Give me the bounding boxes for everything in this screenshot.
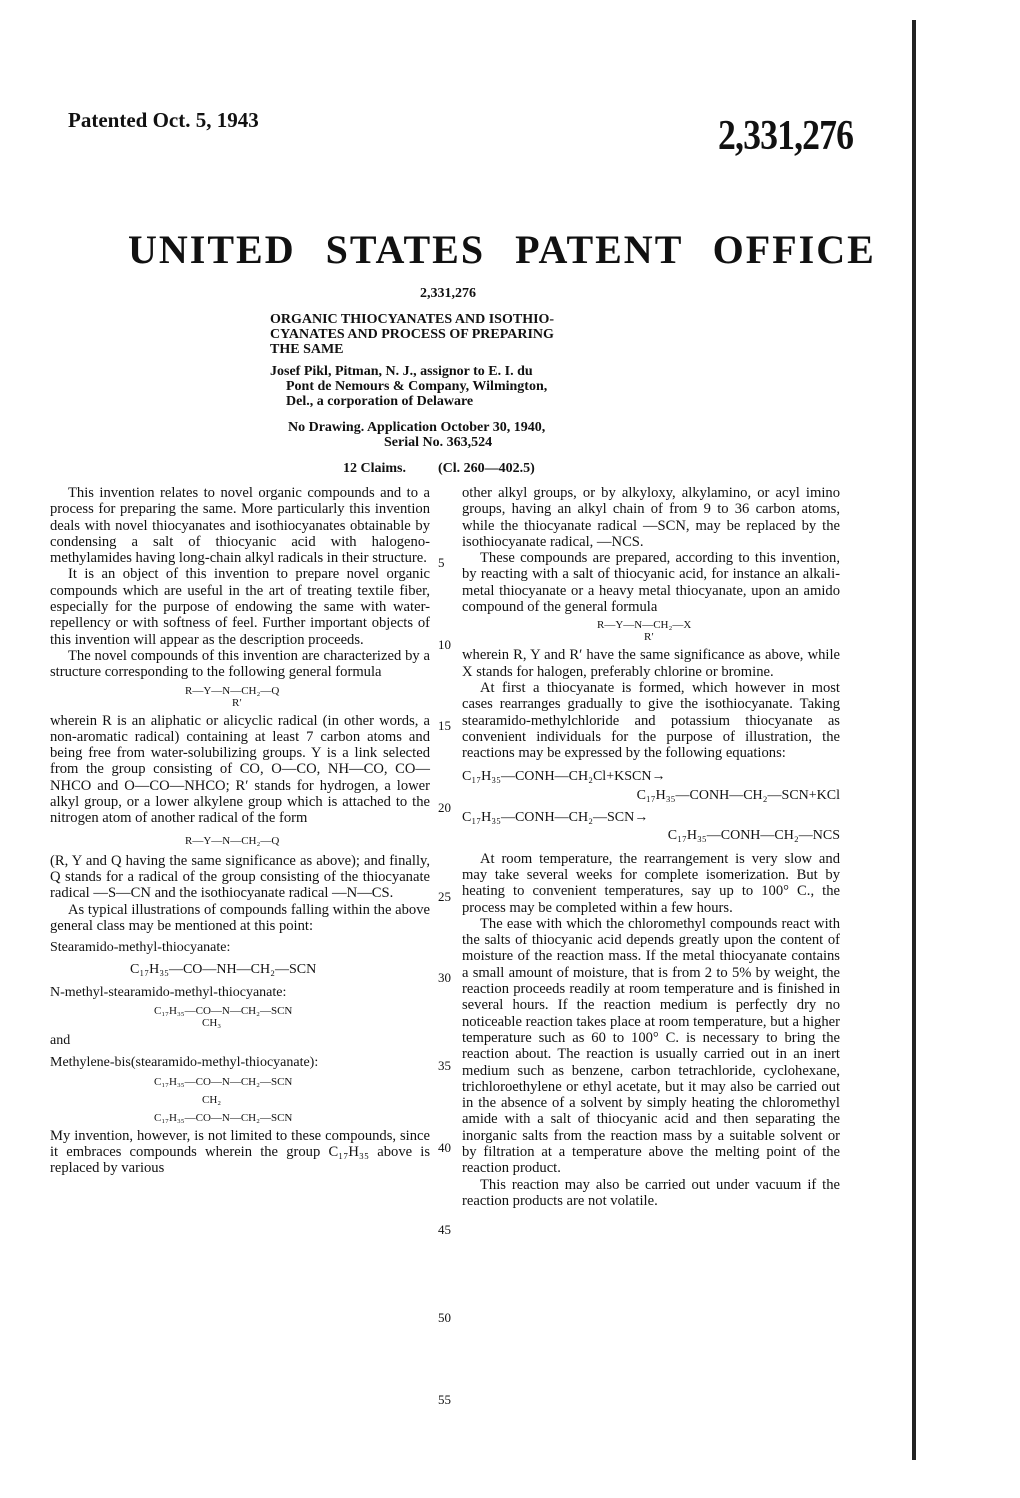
amido-formula-line: R—Y—N—CH₂—X [597,619,692,632]
equation-1-line-2: C₁₇H₃₅—CONH—CH₂—SCN+KCl [636,787,840,803]
line-number: 45 [438,1222,451,1237]
application-line-1: No Drawing. Application October 30, 1940, [288,420,546,435]
general-formula-line: R—Y—N—CH₂—Q [185,684,280,697]
line-number: 5 [438,555,445,570]
compound-3-formula-line-1: C₁₇H₃₅—CO—N—CH₂—SCN [154,1075,293,1088]
right-paragraph-1: other alkyl groups, or by alkyloxy, alkylamino, or acyl imino groups, having an alkyl chain of from 9 to 36 carbon atoms, while the thiocyanate radical —SCN, may be replaced by the isothiocyanate radical, —NCS. [462,485,840,550]
right-paragraph-5: At room temperature, the rearrangement is very slow and may take several weeks for complete isomerization. But by heating to convenient temperatures, say up to 100° C., the process may be completed within a few hours. [462,850,840,916]
patent-number: 2,331,276 [718,113,854,159]
equation-2-line-1: C₁₇H₃₅—CONH—CH₂—SCN→ [462,810,649,826]
line-number: 50 [438,1310,451,1325]
amido-formula [462,619,840,643]
compound-2-formula-line: C₁₇H₃₅—CO—N—CH₂—SCN [154,1005,293,1018]
line-number: 40 [438,1140,451,1155]
line-number: 10 [438,637,451,652]
title-block [270,312,554,357]
inventor-line-2: Pont de Nemours & Company, Wilmington, [286,379,548,394]
amido-formula-substituent: R′ [644,631,654,644]
right-paragraph-4: At first a thiocyanate is formed, which however in most cases rearranges gradually to give the isothiocyanate. Taking stearamido-methylchloride and potassium thiocyanate as convenient individuals for the purpose of illustration, the reactions may be expressed by the following equations: [462,679,840,762]
office-title: UNITED STATES PATENT OFFICE [128,227,876,272]
right-paragraph-7: This reaction may also be carried out under vacuum if the reaction products are not volatile. [462,1176,840,1209]
left-paragraph-1: This invention relates to novel organic compounds and to a process for preparing the same. More particularly this invention deals with novel thiocyanates and isothiocyanates obtainable by condensing a salt of thiocyanic acid with halogeno-methylamides having long-chain alkyl radicals in their structure. [50,485,430,567]
right-paragraph-3: wherein R, Y and R′ have the same significance as above, while X stands for halogen, preferably chlorine or bromine. [462,647,840,680]
inventor-block [270,364,547,409]
application-block [288,420,545,450]
equation-1-line-1: C₁₇H₃₅—CONH—CH₂Cl+KSCN→ [462,769,666,785]
and-word: and [50,1033,71,1049]
left-paragraph-5: (R, Y and Q having the same significance as above); and finally, Q stands for a radical of the group consisting of the thiocyanate radical —S—CN and the isothiocyanate radical —N—CS. [50,852,430,902]
left-paragraph-7: My invention, however, is not limited to these compounds, since it embraces compounds wherein the group C₁₇H₃₅ above is replaced by various [50,1127,430,1177]
title-line-3: THE SAME [270,342,344,357]
compound-3-bridge: CH₂ [202,1093,222,1106]
line-number: 35 [438,1058,451,1073]
inventor-line-3: Del., a corporation of Delaware [286,394,474,409]
radical-formula: R—Y—N—CH₂—Q [185,834,280,847]
compound-2-formula [50,1005,430,1029]
claims: 12 Claims. [343,461,406,476]
title-line-2: CYANATES AND PROCESS OF PREPARING [270,327,554,342]
line-number: 20 [438,800,451,815]
patented-date: Patented Oct. 5, 1943 [68,108,259,132]
line-number: 55 [438,1392,451,1407]
line-number: 15 [438,718,451,733]
application-line-2: Serial No. 363,524 [384,435,493,450]
right-paragraph-6: The ease with which the chloromethyl compounds react with the salts of thiocyanic acid depends greatly upon the content of moisture of the reaction mass. If the metal thiocyanate contains a small amount of moisture, that is from 2 to 5% by weight, the reaction proceeds readily at room temperature and is finished in several hours. If the reaction medium is perfectly dry no noticeable reaction takes place at room temperature, but a higher temperature such as 60 to 100° C. is necessary to bring the reaction about. The reaction is usually carried out in an inert medium such as benzene, carbon tetrachloride, cyclohexane, trichloroethylene or ethyl acetate, but it may also be carried out in the absence of a solvent by simply heating the chloromethyl amide with a salt of thiocyanic acid and then separating the inorganic salts from the reaction mass by a suitable solvent or by filtration at a temperature above the melting point of the reaction product. [462,915,840,1177]
inventor-line-1: Josef Pikl, Pitman, N. J., assignor to E. I. du [270,364,533,379]
left-paragraph-2: It is an object of this invention to prepare novel organic compounds which are useful in the art of treating textile fiber, especially for the purpose of endowing the same with water-repellency or with softness of feel. Further important objects of this invention will appear as the description proceeds. [50,566,430,648]
equation-2-line-2: C₁₇H₃₅—CONH—CH₂—NCS [667,828,840,844]
compound-3-name: Methylene-bis(stearamido-methyl-thiocyanate): [50,1055,319,1071]
left-paragraph-3: The novel compounds of this invention are characterized by a structure corresponding to the following general formula [50,647,430,681]
compound-2-name: N-methyl-stearamido-methyl-thiocyanate: [50,984,287,1000]
right-column [462,485,840,1209]
general-formula [50,685,430,709]
compound-3-formula-line-2: C₁₇H₃₅—CO—N—CH₂—SCN [154,1111,293,1124]
left-paragraph-6: As typical illustrations of compounds falling within the above general class may be mentioned at this point: [50,901,430,934]
number-small: 2,331,276 [420,286,476,301]
general-formula-substituent: R′ [232,696,242,709]
right-paragraph-2: These compounds are prepared, according to this invention, by reacting with a salt of thiocyanic acid, for instance an alkali-metal thiocyanate or a heavy metal thiocyanate, upon an amido compound of the general formula [462,550,840,616]
right-margin-rule [912,20,916,1460]
compound-1-name: Stearamido-methyl-thiocyanate: [50,940,231,956]
compound-3-formula [50,1076,430,1124]
line-number: 30 [438,970,451,985]
line-number: 25 [438,889,451,904]
left-paragraph-4: wherein R is an aliphatic or alicyclic radical (in other words, a non-aromatic radical) containing at least 7 carbon atoms and being free from water-solubilizing groups. Y is a link selected from the group consisting of CO, O—CO, NH—CO, CO—NHCO and O—CO—NHCO; R′ stands for hydrogen, a lower alkyl group, or a lower alkylene group which is attached to the nitrogen atom of another radical of the form [50,712,430,827]
title-line-1: ORGANIC THIOCYANATES AND ISOTHIO- [270,312,555,327]
left-column [50,485,430,1177]
classification: (Cl. 260—402.5) [438,461,535,476]
compound-1-formula: C₁₇H₃₅—CO—NH—CH₂—SCN [130,962,317,978]
compound-2-substituent: CH₃ [202,1017,222,1030]
